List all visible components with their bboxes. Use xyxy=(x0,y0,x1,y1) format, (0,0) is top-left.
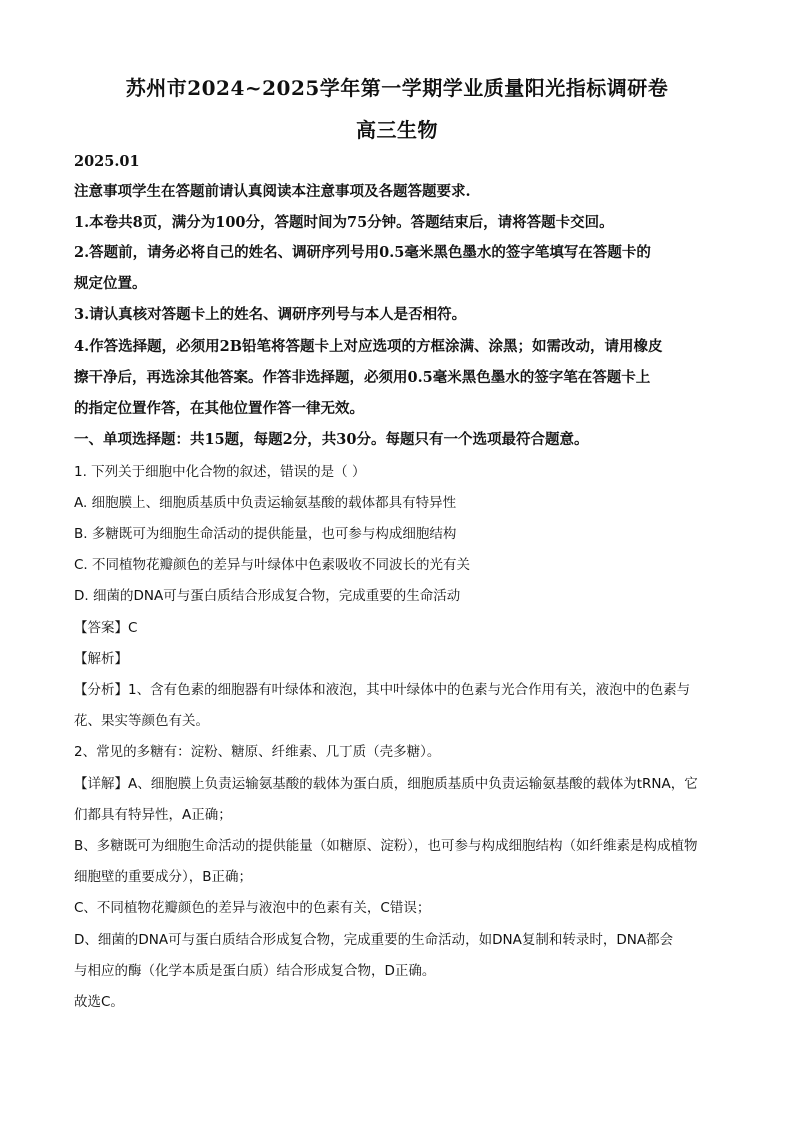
analysis-label: 【解析】 xyxy=(74,651,128,667)
analysis-line: 与相应的酶（化学本质是蛋白质）结合形成复合物，D正确。 xyxy=(74,963,436,979)
analysis-line: 2、常见的多糖有：淀粉、糖原、纤维素、几丁质（壳多糖）。 xyxy=(74,744,441,760)
analysis-line: 【分析】1、含有色素的细胞器有叶绿体和液泡，其中叶绿体中的色素与光合作用有关，液泡中的色素与 xyxy=(74,682,691,698)
notice-item: 的指定位置作答，在其他位置作答一律无效。 xyxy=(74,400,364,417)
notice-item: 3.请认真核对答题卡上的姓名、调研序列号与本人是否相符。 xyxy=(74,306,467,323)
analysis-line: 花、果实等颜色有关。 xyxy=(74,713,209,729)
exam-date: 2025.01 xyxy=(74,153,140,170)
notice-item: 2.答题前，请务必将自己的姓名、调研序列号用0.5毫米黑色墨水的签字笔填写在答题卡的 xyxy=(74,244,651,261)
notice-item: 1.本卷共8页，满分为100分，答题时间为75分钟。答题结束后，请将答题卡交回。 xyxy=(74,214,614,231)
answer-label: 【答案】C xyxy=(74,620,138,636)
question-option-b: B. 多糖既可为细胞生命活动的提供能量，也可参与构成细胞结构 xyxy=(74,526,457,542)
notice-item: 4.作答选择题，必须用2B铅笔将答题卡上对应选项的方框涂满、涂黑；如需改动，请用橡皮 xyxy=(74,338,663,355)
analysis-line: D、细菌的DNA可与蛋白质结合形成复合物，完成重要的生命活动，如DNA复制和转录时，DNA都会 xyxy=(74,932,674,948)
analysis-line: 们都具有特异性，A正确； xyxy=(74,807,232,823)
analysis-line: C、不同植物花瓣颜色的差异与液泡中的色素有关，C错误； xyxy=(74,900,431,916)
question-option-a: A. 细胞膜上、细胞质基质中负责运输氨基酸的载体都具有特异性 xyxy=(74,495,457,511)
notice-intro: 注意事项学生在答题前请认真阅读本注意事项及各题答题要求. xyxy=(74,183,471,200)
section-heading: 一、单项选择题：共15题，每题2分，共30分。每题只有一个选项最符合题意。 xyxy=(74,431,589,448)
analysis-line: 【详解】A、细胞膜上负责运输氨基酸的载体为蛋白质，细胞质基质中负责运输氨基酸的载体为tRNA，它 xyxy=(74,776,698,792)
analysis-line: 细胞壁的重要成分），B正确； xyxy=(74,869,253,885)
analysis-line: B、多糖既可为细胞生命活动的提供能量（如糖原、淀粉），也可参与构成细胞结构（如纤维素是构成植物 xyxy=(74,838,698,854)
analysis-conclusion: 故选C。 xyxy=(74,994,124,1010)
question-stem: 1. 下列关于细胞中化合物的叙述，错误的是（ ） xyxy=(74,464,366,480)
page-subtitle: 高三生物 xyxy=(356,118,438,142)
notice-item: 规定位置。 xyxy=(74,275,147,292)
question-option-c: C. 不同植物花瓣颜色的差异与叶绿体中色素吸收不同波长的光有关 xyxy=(74,557,471,573)
question-option-d: D. 细菌的DNA可与蛋白质结合形成复合物，完成重要的生命活动 xyxy=(74,588,461,604)
notice-item: 擦干净后，再选涂其他答案。作答非选择题，必须用0.5毫米黑色墨水的签字笔在答题卡上 xyxy=(74,369,651,386)
page-title: 苏州市2024~2025学年第一学期学业质量阳光指标调研卷 xyxy=(125,76,669,100)
